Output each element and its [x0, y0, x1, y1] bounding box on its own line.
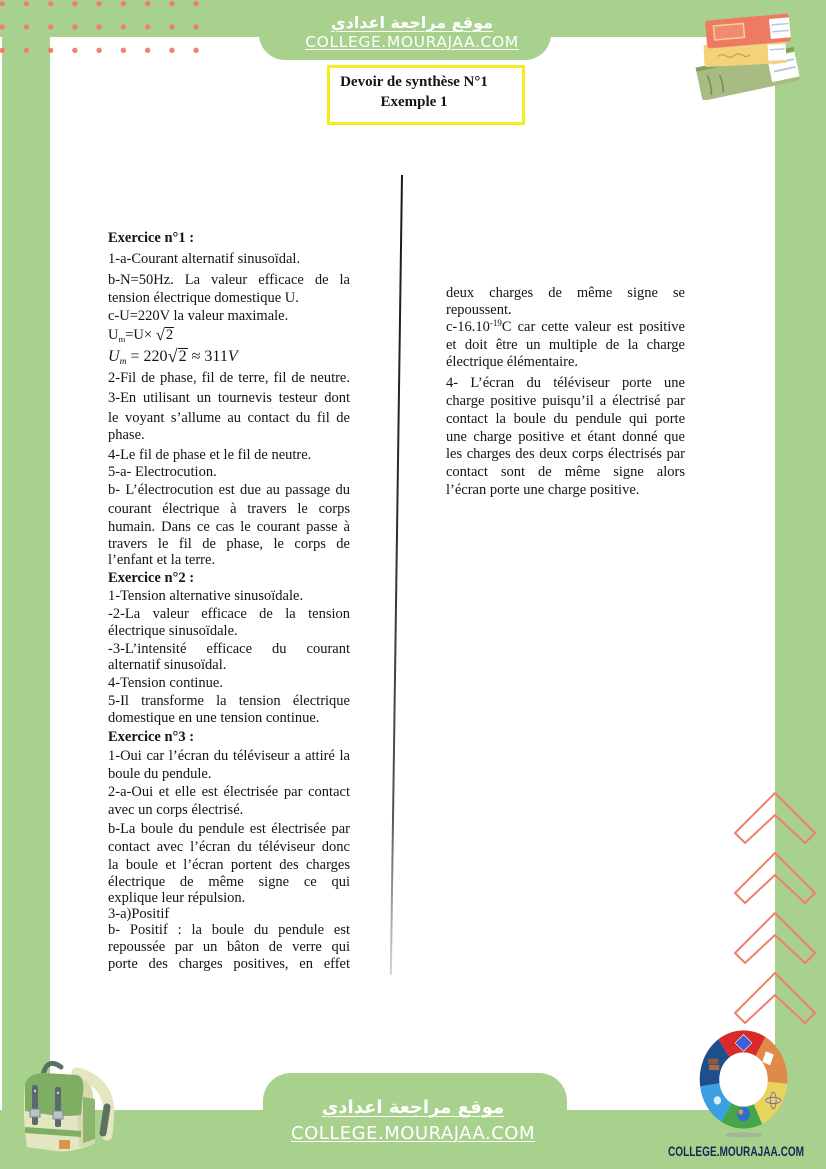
text-line: charge positive puisqu’il a électrisé par [446, 393, 685, 409]
charge-suffix: C car cette valeur est positive [501, 319, 685, 335]
column-divider [390, 175, 403, 975]
text-line: c-U=220V la valeur maximale. [108, 308, 289, 324]
exercise-2-heading: Exercice n°2 : [108, 570, 195, 586]
text-line: contact avec l’écran du téléviseur donc [108, 839, 350, 855]
text-line: 5-a- Electrocution. [108, 464, 217, 480]
text-line: 2-Fil de phase, fil de terre, fil de neutre. [108, 370, 350, 386]
text-line: alternatif sinusoïdal. [108, 657, 227, 673]
text-line: et doit être un multiple de la charge [446, 337, 685, 353]
text-line: b- L’électrocution est due au passage du [108, 482, 350, 498]
charge-exponent: -19 [489, 318, 502, 328]
chevron-up-icon [735, 793, 815, 843]
text-line: b-La boule du pendule est électrisée par [108, 821, 350, 837]
square-root [168, 347, 188, 366]
formula-max-voltage [108, 326, 350, 344]
text-line: la boule et l’écran portent des charges [108, 857, 350, 873]
text-line: 5-Il transforme la tension électrique [108, 693, 350, 709]
text-line: électrique sinusoïdale. [108, 623, 238, 639]
text-line: contact la boule du pendule qui porte [446, 411, 685, 427]
text-line: domestique en une tension continue. [108, 710, 320, 726]
formula-result: ≈ 311 [187, 348, 228, 365]
text-line: 1-a-Courant alternatif sinusoïdal. [108, 251, 301, 267]
text-line-charge-value [446, 318, 685, 336]
exercise-1-heading: Exercice n°1 : [108, 230, 195, 246]
formula-subscript: m [118, 334, 126, 344]
chevron-up-icons [730, 788, 822, 1028]
formula-expression: = 220 [126, 348, 168, 365]
document-title: Devoir de synthèse N°1 [340, 74, 488, 90]
text-line: courant électrique à travers le corps [108, 501, 350, 517]
text-line: 4-Tension continue. [108, 675, 223, 691]
formula-symbol: U [108, 327, 119, 343]
text-line: 4- L’écran du téléviseur porte une [446, 375, 685, 391]
text-line: une charge positive et étant donné que [446, 429, 685, 445]
footer-site-name-arabic: موقع مراجعة اعدادي [321, 1097, 505, 1118]
text-line: deux charges de même signe se [446, 285, 685, 301]
text-line: avec un corps électrisé. [108, 802, 244, 818]
text-line: tension électrique domestique U. [108, 290, 299, 306]
text-line: l’écran porte une charge positive. [446, 482, 640, 498]
exercise-3-heading: Exercice n°3 : [108, 729, 195, 745]
text-line: électrique élémentaire. [446, 354, 579, 370]
header-site-url: COLLEGE.MOURAJAA.COM [305, 33, 519, 51]
text-line: porte des charges positives, en effet [108, 956, 350, 972]
radicand: 2 [178, 348, 187, 365]
formula-symbol: U [108, 348, 120, 365]
text-line: contact sont de même signe alors [446, 464, 685, 480]
text-line: -2-La valeur efficace de la tension [108, 606, 350, 622]
square-root [156, 326, 174, 344]
text-line: 3-a)Positif [108, 906, 170, 922]
left-column [108, 0, 350, 1000]
text-line: 1-Tension alternative sinusoïdale. [108, 588, 304, 604]
text-line: b-N=50Hz. La valeur efficace de la [108, 272, 350, 288]
books-stack-icon [690, 5, 815, 100]
text-line: 2-a-Oui et elle est électrisée par contact [108, 784, 350, 800]
chevron-up-icon [735, 853, 815, 903]
text-line: les charges des deux corps électrisés par [446, 446, 685, 462]
charge-prefix: c-16.10 [446, 319, 490, 335]
text-line: électrique de même signe ce qui [108, 874, 350, 890]
radicand: 2 [165, 327, 174, 343]
chevron-up-icon [735, 913, 815, 963]
left-frame-strip [2, 0, 50, 1169]
backpack-icon [15, 1055, 115, 1155]
text-line: l’enfant et la terre. [108, 552, 216, 568]
document-subtitle: Exemple 1 [380, 94, 448, 110]
text-line: humain. Dans ce cas le courant passe à [108, 519, 350, 535]
formula-expression: =U× [125, 327, 156, 343]
text-line: travers le fil de phase, le corps de [108, 536, 350, 552]
radical-sign: √ [167, 346, 178, 366]
text-line: explique leur répulsion. [108, 890, 246, 906]
text-line: -3-L’intensité efficace du courant [108, 641, 350, 657]
text-line: phase. [108, 427, 145, 443]
subjects-wheel-logo [695, 1021, 792, 1138]
text-line: repoussent. [446, 302, 512, 318]
text-line: b- Positif : la boule du pendule est [108, 922, 350, 938]
formula-subscript: m [119, 356, 127, 367]
text-line: 1-Oui car l’écran du téléviseur a attiré la [108, 748, 350, 764]
text-line: 4-Le fil de phase et le fil de neutre. [108, 447, 312, 463]
formula-unit: V [227, 348, 238, 365]
logo-caption: COLLEGE.MOURAJAA.COM [668, 1143, 805, 1159]
text-line: boule du pendule. [108, 766, 212, 782]
text-line: repoussée par un bâton de verre qui [108, 939, 350, 955]
text-line: 3-En utilisant un tournevis testeur dont [108, 390, 350, 406]
formula-max-voltage-value [108, 347, 350, 365]
text-line: le voyant s’allume au contact du fil de [108, 410, 350, 426]
radical-sign: √ [155, 325, 165, 344]
footer-site-url: COLLEGE.MOURAJAA.COM [291, 1123, 535, 1144]
chevron-up-icon [735, 973, 815, 1023]
right-column [446, 0, 685, 1000]
header-site-name-arabic: موقع مراجعة اعدادي [330, 13, 494, 32]
